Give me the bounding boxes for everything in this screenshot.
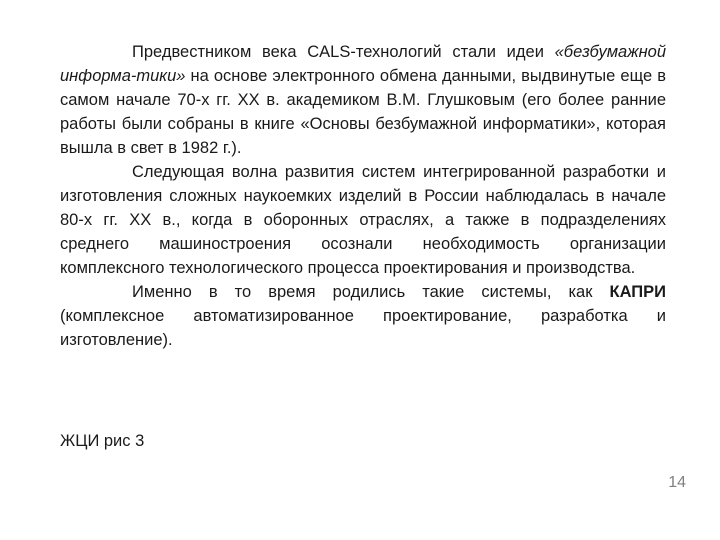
paragraph-second-wave: Следующая волна развития систем интегрированной разработки и изготовления сложных наукоемких изделий в России наблюдалась в начале 80-х гг. XX в., когда в оборонных отраслях, а также в подразделениях среднего машиностроения осознали необходимость организации комплексного технологического процесса проектирования и производства. xyxy=(60,163,666,277)
paperless-informatics-term: «безбумажной информа-тики» xyxy=(60,43,666,85)
slide-body xyxy=(60,40,666,352)
paragraph3-text-end: (комплексное автоматизированное проектирование, разработка и изготовление). xyxy=(60,307,666,349)
paragraph1-text-start: Предвестником века CALS-технологий стали идеи xyxy=(132,43,555,61)
paragraph1-text-end: на основе электронного обмена данными, выдвинутые еще в самом начале 70-х гг. XX в. академиком В.М. Глушковым (его более ранние работы были собраны в книге «Основы безбумажной информатики», которая вышла в свет в 1982 г.). xyxy=(60,67,666,157)
paragraph-paperless-informatics xyxy=(60,40,666,160)
page-number: 14 xyxy=(668,474,686,491)
kapri-term: КАПРИ xyxy=(609,283,666,301)
paragraph3-text-start: Именно в то время родились такие системы, как xyxy=(132,283,610,301)
figure-caption: ЖЦИ рис 3 xyxy=(60,432,145,450)
paragraph-kapri xyxy=(60,280,666,352)
